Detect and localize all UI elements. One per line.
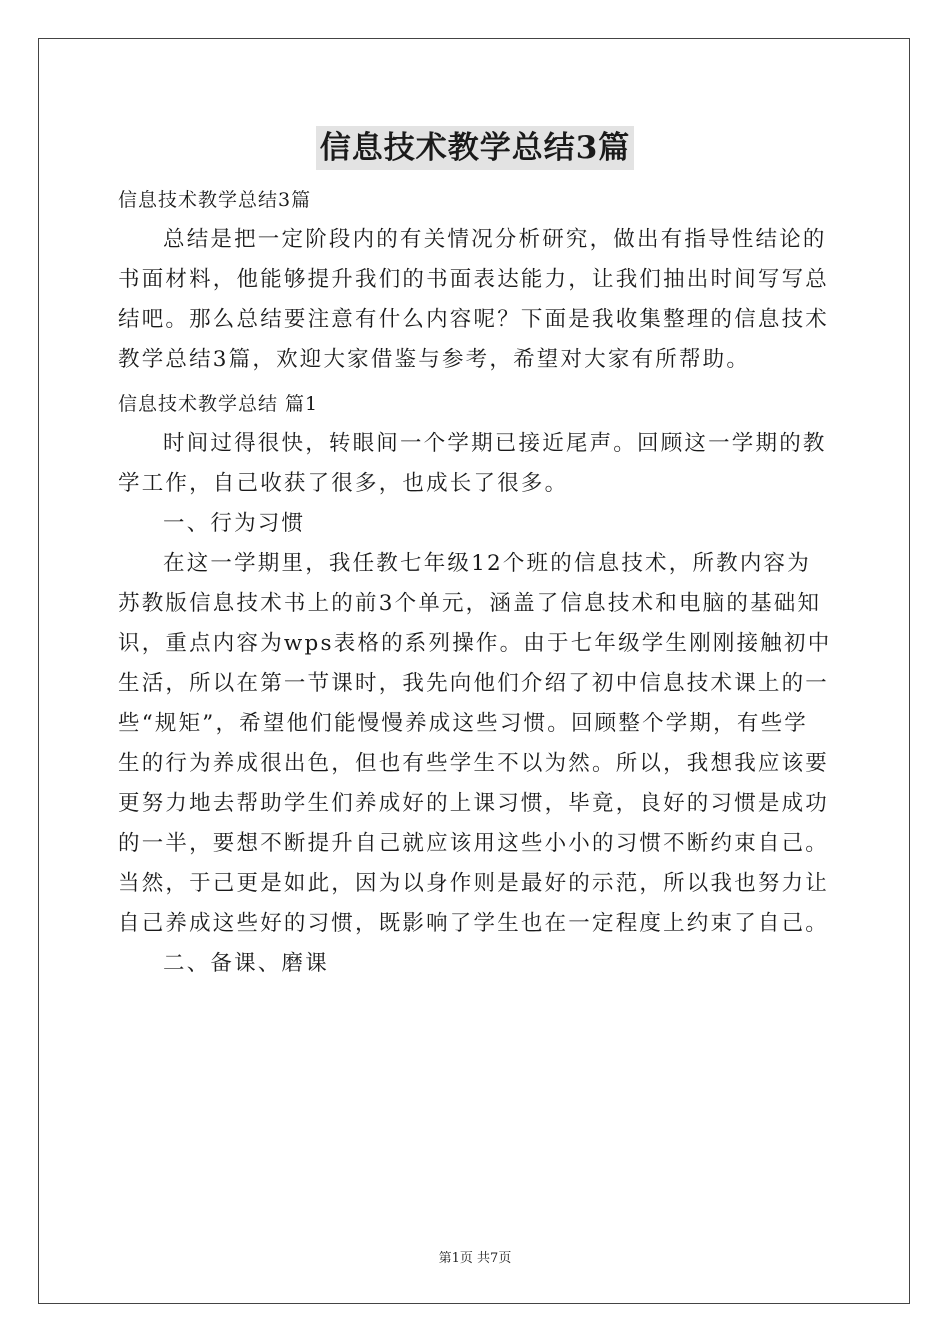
subsection-line: 识，重点内容为wps表格的系列操作。由于七年级学生刚刚接触初中 bbox=[118, 631, 832, 656]
subsection-line: 些“规矩”，希望他们能慢慢养成这些习惯。回顾整个学期，有些学 bbox=[118, 711, 808, 736]
intro-line: 结吧。那么总结要注意有什么内容呢？下面是我收集整理的信息技术 bbox=[118, 307, 830, 332]
subsection-line: 生活，所以在第一节课时，我先向他们介绍了初中信息技术课上的一 bbox=[118, 671, 830, 696]
subsection-line: 更努力地去帮助学生们养成好的上课习惯，毕竟，良好的习惯是成功 bbox=[118, 791, 830, 816]
page-footer: 第1页 共7页 bbox=[438, 1251, 512, 1266]
subsection-line: 当然，于己更是如此，因为以身作则是最好的示范，所以我也努力让 bbox=[118, 871, 830, 896]
intro-line: 书面材料，他能够提升我们的书面表达能力，让我们抽出时间写写总 bbox=[118, 267, 830, 292]
title-container bbox=[0, 126, 950, 170]
intro-line: 总结是把一定阶段内的有关情况分析研究，做出有指导性结论的 bbox=[163, 227, 827, 252]
subsection-line: 生的行为养成很出色，但也有些学生不以为然。所以，我想我应该要 bbox=[118, 751, 830, 776]
subsection-line: 在这一学期里，我任教七年级12个班的信息技术，所教内容为 bbox=[163, 551, 811, 576]
document-subtitle: 信息技术教学总结3篇 bbox=[118, 189, 312, 211]
section-line: 学工作，自己收获了很多，也成长了很多。 bbox=[118, 471, 569, 496]
subsection-heading: 二、备课、磨课 bbox=[163, 951, 329, 976]
subsection-line: 的一半，要想不断提升自己就应该用这些小小的习惯不断约束自己。 bbox=[118, 831, 830, 856]
section-line: 时间过得很快，转眼间一个学期已接近尾声。回顾这一学期的教 bbox=[163, 431, 827, 456]
document-body bbox=[118, 180, 834, 984]
subsection-line: 苏教版信息技术书上的前3个单元，涵盖了信息技术和电脑的基础知 bbox=[118, 591, 822, 616]
intro-line: 教学总结3篇，欢迎大家借鉴与参考，希望对大家有所帮助。 bbox=[118, 347, 751, 372]
section-heading: 信息技术教学总结 篇1 bbox=[118, 393, 319, 415]
subsection-line: 自己养成这些好的习惯，既影响了学生也在一定程度上约束了自己。 bbox=[118, 911, 830, 936]
subsection-heading: 一、行为习惯 bbox=[163, 511, 306, 536]
document-title: 信息技术教学总结3篇 bbox=[316, 126, 635, 170]
